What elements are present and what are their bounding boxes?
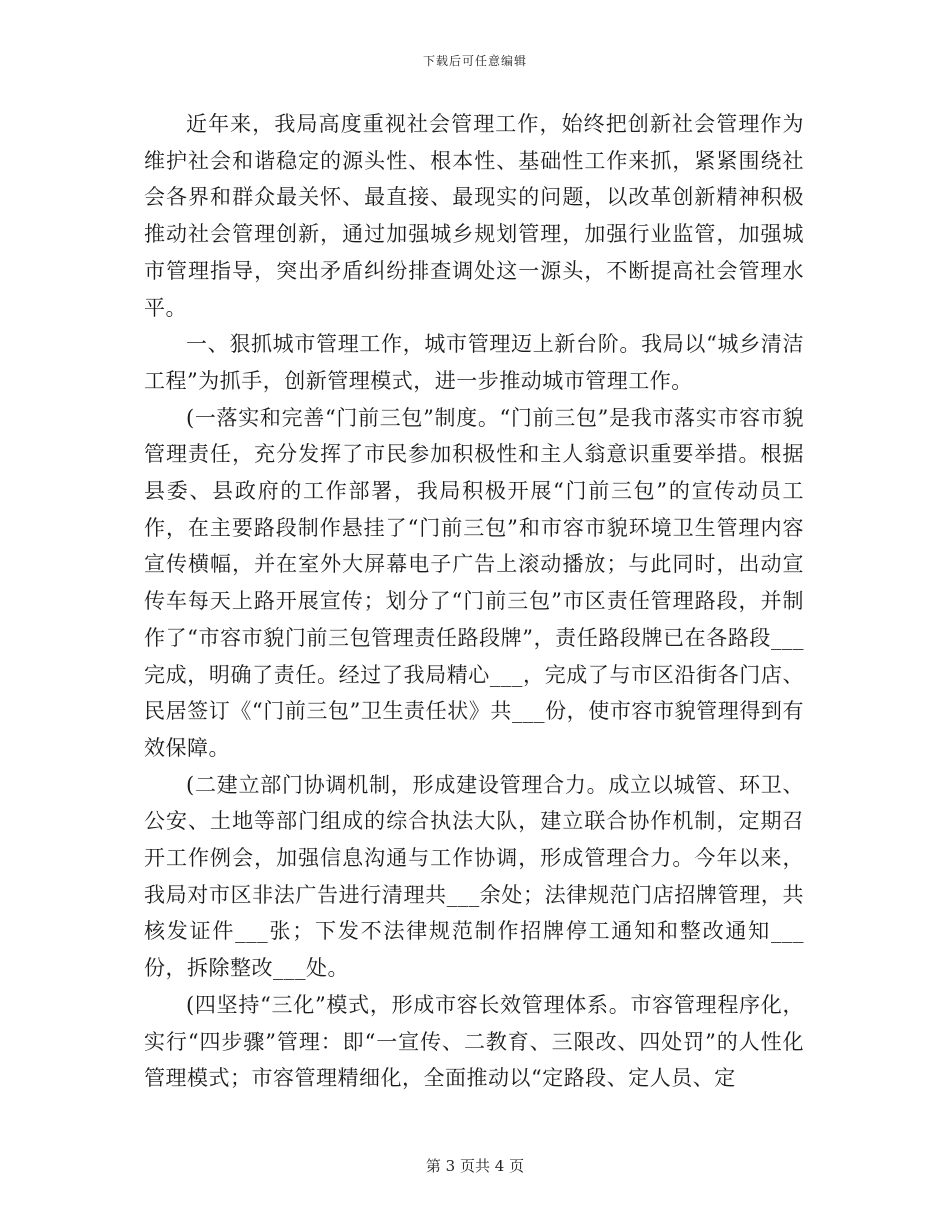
paragraph-item-1: (一落实和完善“门前三包”制度。“门前三包”是我市落实市容市貌管理责任，充分发挥了市民参加积极性和主人翁意识重要举措。根据县委、县政府的工作部署，我局积极开展“门前三包”的宣传动员工作，在主要路段制作悬挂了“门前三包”和市容市貌环境卫生管理内容宣传横幅，并在室外大屏幕电子广告上滚动播放；与此同时，出动宣传车每天上路开展宣传；划分了“门前三包”市区责任管理路段，并制作了“市容市貌门前三包管理责任路段牌”，责任路段牌已在各路段___完成，明确了责任。经过了我局精心___，完成了与市区沿街各门店、民居签订《“门前三包”卫生责任状》共___份，使市容市貌管理得到有效保障。 — [144, 405, 804, 760]
document-body — [144, 106, 804, 1097]
page-footer-number: 第 3 页共 4 页 — [425, 1157, 525, 1175]
paragraph-intro: 近年来，我局高度重视社会管理工作，始终把创新社会管理作为维护社会和谐稳定的源头性、根本性、基础性工作来抓，紧紧围绕社会各界和群众最关怀、最直接、最现实的问题，以改革创新精神积极推动社会管理创新，通过加强城乡规划管理，加强行业监管，加强城市管理指导，突出矛盾纠纷排查调处这一源头，不断提高社会管理水平。 — [144, 112, 804, 320]
paragraph-item-4: (四坚持“三化”模式，形成市容长效管理体系。市容管理程序化，实行“四步骤”管理：即“一宣传、二教育、三限改、四处罚”的人性化管理模式；市容管理精细化，全面推动以“定路段、定人员、定 — [144, 992, 804, 1091]
paragraph-section-1: 一、狠抓城市管理工作，城市管理迈上新台阶。我局以“城乡清洁工程”为抓手，创新管理模式，进一步推动城市管理工作。 — [144, 332, 804, 393]
paragraph-item-2: (二建立部门协调机制，形成建设管理合力。成立以城管、环卫、公安、土地等部门组成的综合执法大队，建立联合协作机制，定期召开工作例会，加强信息沟通与工作协调，形成管理合力。今年以来，我局对市区非法广告进行清理共___余处；法律规范门店招牌管理，共核发证件___张；下发不法律规范制作招牌停工通知和整改通知___份，拆除整改___处。 — [144, 772, 804, 981]
page-header-note: 下载后可任意编辑 — [422, 54, 527, 68]
